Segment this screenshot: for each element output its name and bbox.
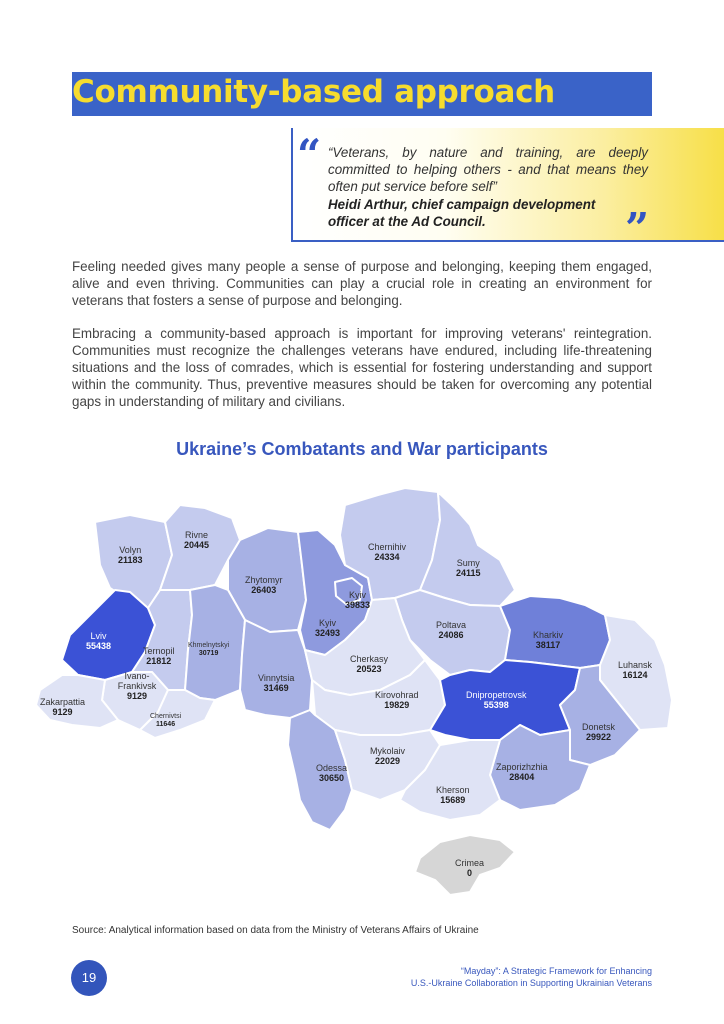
- label-khmelnytskyi: Khmelnytskyi 30719: [188, 642, 230, 657]
- label-vinnytsia: Vinnytsia 31469: [258, 673, 295, 693]
- label-ternopil: Ternopil 21812: [143, 646, 175, 666]
- label-kherson: Kherson 15689: [436, 785, 470, 805]
- label-mykolaiv: Mykolaiv 22029: [370, 746, 406, 766]
- map-title: Ukraine’s Combatants and War participants: [176, 439, 548, 459]
- title-banner: [72, 72, 652, 116]
- open-quote-icon: “: [297, 130, 322, 179]
- label-poltava: Poltava 24086: [436, 620, 467, 640]
- label-lviv: Lviv 55438: [86, 631, 112, 651]
- label-kyiv-oblast: Kyiv 32493: [315, 618, 341, 638]
- quote-text: “Veterans, by nature and training, are deeply committed to helping others - and that means they often put service before self”: [328, 145, 648, 194]
- quote-author: Heidi Arthur, chief campaign development officer at the Ad Council.: [328, 197, 596, 229]
- ukraine-map: [0, 470, 724, 915]
- footer: [411, 965, 652, 989]
- label-dnipropetrovsk: Dnipropetrovsk 55398: [466, 690, 527, 710]
- label-cherkasy: Cherkasy 20523: [350, 654, 389, 674]
- label-zhytomyr: Zhytomyr 26403: [245, 575, 283, 595]
- source-note: Source: Analytical information based on data from the Ministry of Veterans Affairs of Ukraine: [72, 925, 479, 936]
- page-number: 19: [71, 960, 107, 996]
- label-donetsk: Donetsk 29922: [582, 722, 616, 742]
- quote-box: [291, 128, 724, 253]
- label-chernihiv: Chernihiv 24334: [368, 542, 407, 562]
- label-kirovohrad: Kirovohrad 19829: [375, 690, 419, 710]
- footer-line-2: U.S.-Ukraine Collaboration in Supporting Ukrainian Veterans: [410, 978, 652, 988]
- footer-line-1: “Mayday”: A Strategic Framework for Enhancing: [460, 966, 652, 976]
- label-sumy: Sumy 24115: [456, 558, 481, 578]
- label-volyn: Volyn 21183: [118, 545, 143, 565]
- label-ivano-frankivsk: Ivano-Frankivsk 9129: [117, 671, 157, 701]
- paragraph-1: Feeling needed gives many people a sense of purpose and belonging, keeping them engaged, alive and even thriving. Communities can play a crucial role in creating an environment for veterans that fosters a sense of purpose and belonging.: [72, 259, 652, 308]
- label-chernivtsi: Chernivtsi 11646: [150, 713, 182, 728]
- label-odessa: Odessa 30650: [316, 763, 348, 783]
- label-luhansk: Luhansk 16124: [618, 660, 653, 680]
- page-heading: Community-based approach: [72, 74, 555, 110]
- paragraph-2: Embracing a community-based approach is important for improving veterans' reintegration. Communities must recognize the challenges veterans have endured, including life-threatening situations and the loss of comrades, which is essential for fostering understanding and support within the community. Thus, preventive measures should be taken for overcoming any potential gaps in understanding of military and civilians.: [72, 326, 652, 409]
- label-zakarpattia: Zakarpattia 9129: [40, 697, 86, 717]
- close-quote-icon: ”: [625, 204, 650, 253]
- label-zaporizhzhia: Zaporizhzhia 28404: [496, 762, 548, 782]
- ukraine-map-svg: [0, 470, 724, 910]
- label-kyiv-city: Kyiv 39833: [345, 590, 371, 610]
- label-rivne: Rivne 20445: [184, 530, 210, 550]
- label-kharkiv: Kharkiv 38117: [533, 630, 564, 650]
- label-crimea: Crimea 0: [455, 858, 485, 878]
